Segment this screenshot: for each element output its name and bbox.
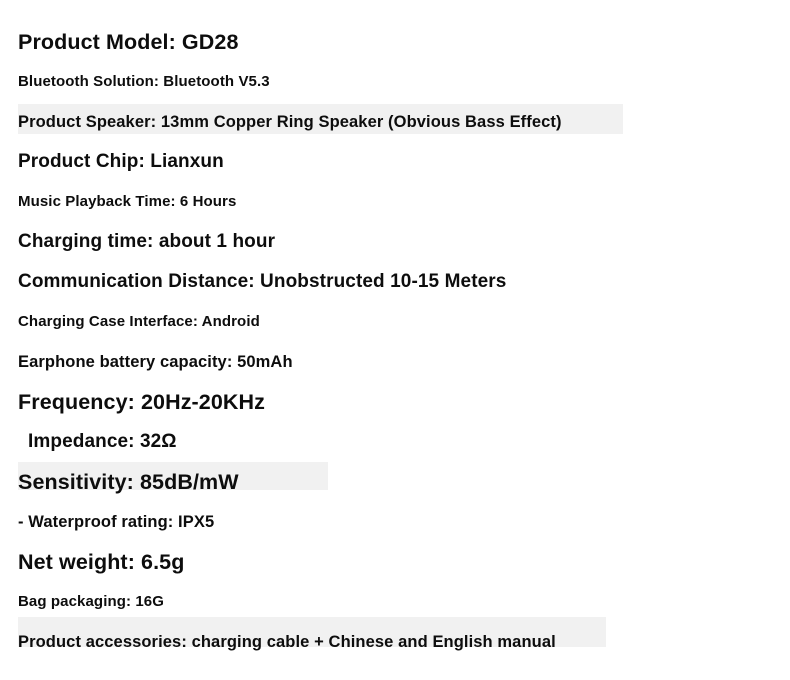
spec-line: Product Chip: Lianxun bbox=[18, 151, 224, 172]
spec-line: Sensitivity: 85dB/mW bbox=[18, 470, 239, 494]
spec-line: Product Model: GD28 bbox=[18, 30, 239, 54]
spec-line: Bluetooth Solution: Bluetooth V5.3 bbox=[18, 73, 270, 90]
spec-line: - Waterproof rating: IPX5 bbox=[18, 513, 215, 531]
specification-list bbox=[18, 22, 772, 662]
spec-line: Music Playback Time: 6 Hours bbox=[18, 193, 237, 210]
spec-line: Earphone battery capacity: 50mAh bbox=[18, 353, 293, 371]
spec-line: Communication Distance: Unobstructed 10-15 Meters bbox=[18, 271, 507, 292]
spec-line: Bag packaging: 16G bbox=[18, 593, 165, 610]
spec-line: Charging Case Interface: Android bbox=[18, 313, 260, 330]
spec-line: Product accessories: charging cable + Chinese and English manual bbox=[18, 633, 556, 651]
spec-line: Frequency: 20Hz-20KHz bbox=[18, 390, 266, 414]
spec-line: Impedance: 32Ω bbox=[28, 431, 177, 452]
spec-line: Product Speaker: 13mm Copper Ring Speaker (Obvious Bass Effect) bbox=[18, 113, 562, 131]
spec-line: Charging time: about 1 hour bbox=[18, 231, 276, 252]
spec-line: Net weight: 6.5g bbox=[18, 550, 185, 574]
